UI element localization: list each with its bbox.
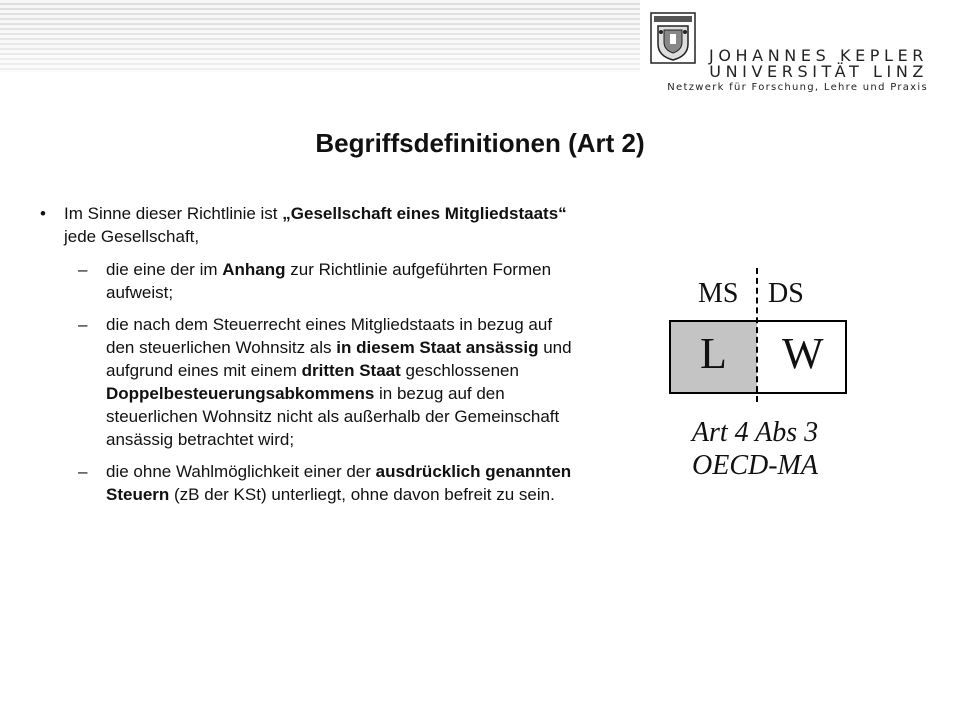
dash-marker: – [78, 462, 88, 481]
dash-marker: – [78, 260, 88, 279]
bullet-marker: • [40, 204, 46, 223]
sub-text: geschlossenen [400, 361, 519, 380]
sub-text: die nach dem Steuerrecht eines Mitgliedstaats in bezug auf den steuerlichen Wohnsitz als [106, 315, 553, 357]
bullet-item [40, 202, 585, 248]
jku-coat-of-arms-icon [650, 12, 696, 64]
bullet-text: Im Sinne dieser Richtlinie ist [64, 204, 283, 223]
university-tagline: Netzwerk für Forschung, Lehre und Praxis [667, 82, 928, 93]
sub-text: zur Richtlinie aufgeführten Formen aufweist; [106, 260, 552, 302]
sub-text: in bezug auf den steuerlichen Wohnsitz nicht als außerhalb der Gemeinschaft ansässig betrachtet wird; [106, 384, 560, 449]
member-state-label: MS [698, 278, 739, 309]
sub-text: (zB der KSt) unterliegt, ohne davon befreit zu sein. [169, 485, 555, 504]
sub-item-ansaessig [40, 313, 585, 451]
bullet-bold-term: „Gesellschaft eines Mitgliedstaats“ [282, 204, 567, 223]
third-state-label: DS [768, 278, 804, 309]
header-band-fade [0, 0, 640, 72]
dashed-border-line [756, 268, 758, 402]
reference-line1: Art 4 Abs 3 [691, 417, 819, 448]
sub-bold: Anhang [222, 260, 286, 279]
residence-diagram [660, 262, 860, 492]
sub-bold: Doppelbesteuerungsabkommens [106, 384, 375, 403]
reference-line2: OECD-MA [692, 450, 818, 481]
sub-item-steuern [40, 460, 585, 506]
university-name-line1: JOHANNES KEPLER [709, 46, 928, 65]
university-name-line2: UNIVERSITÄT LINZ [709, 62, 928, 81]
dash-marker: – [78, 315, 88, 334]
bullet-text-end: jede Gesellschaft, [64, 227, 200, 246]
slide-content [40, 202, 585, 515]
sub-bold: dritten Staat [301, 361, 401, 380]
sub-list [40, 258, 585, 506]
sub-text: und aufgrund eines mit einem [106, 338, 572, 380]
sub-bold: in diesem Staat ansässig [336, 338, 539, 357]
left-box-letter: L [700, 329, 727, 378]
sub-item-anhang [40, 258, 585, 304]
right-box-letter: W [782, 329, 824, 378]
sub-text: die ohne Wahlmöglichkeit einer der [106, 462, 376, 481]
sub-bold: ausdrücklich genannten Steuern [106, 462, 572, 504]
sub-text: die eine der im [106, 260, 223, 279]
slide-title: Begriffsdefinitionen (Art 2) [315, 128, 645, 158]
